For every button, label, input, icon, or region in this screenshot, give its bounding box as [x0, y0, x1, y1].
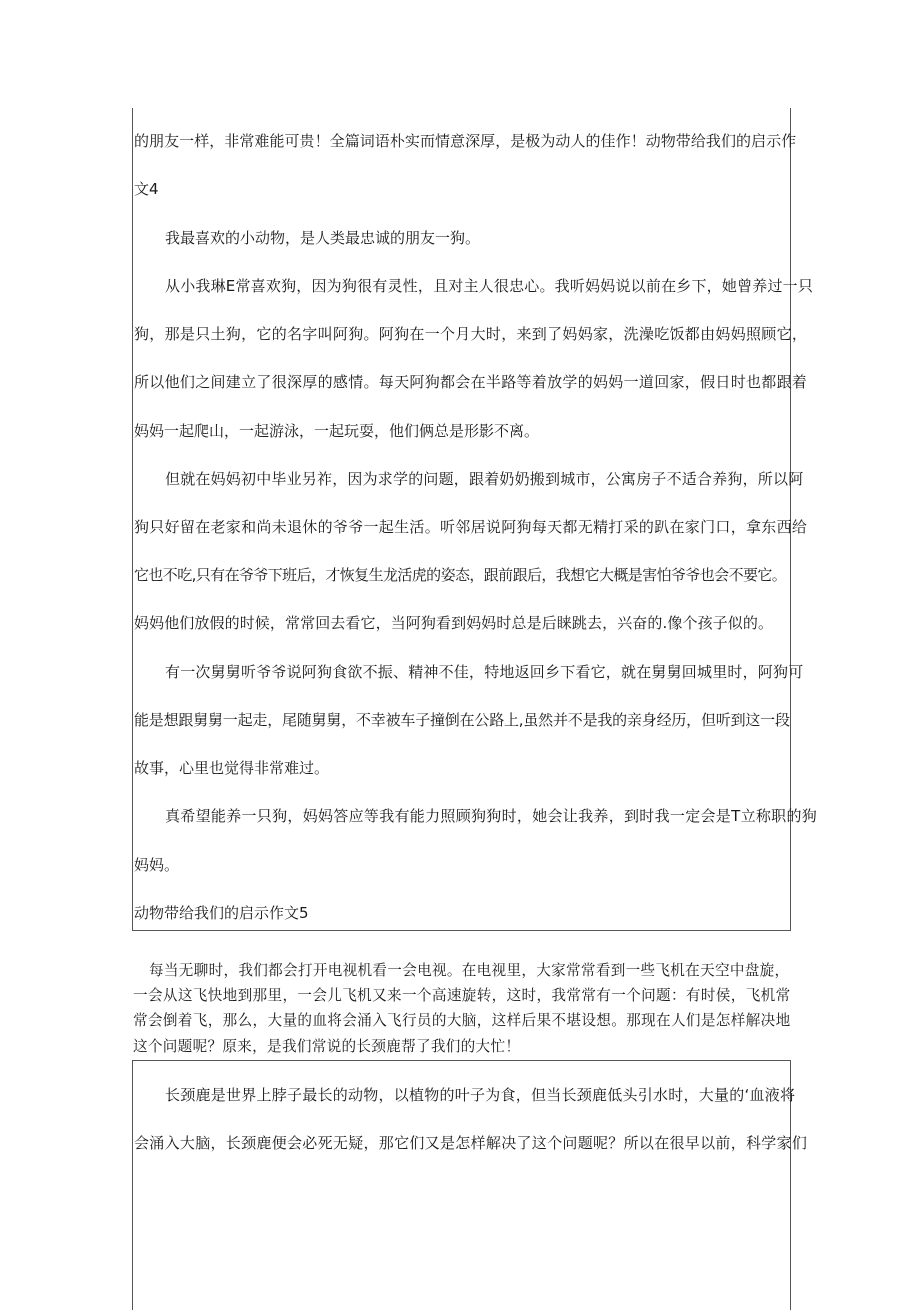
- text-line: 这个问题呢？原来，是我们常说的长颈鹿帮了我们的大忙！: [133, 1038, 521, 1055]
- text-line: 会涌入大脑，长颈鹿便会必死无疑，那它们又是怎样解决了这个问题呢？所以在很早以前，科学家们: [134, 1134, 808, 1152]
- text-line: 长颈鹿是世界上脖子最长的动物，以植物的叶子为食，但当长颈鹿低头引水时，大量的‘血液将: [165, 1086, 796, 1104]
- text-line: 妈妈。: [134, 856, 180, 874]
- text-line: 每当无聊时，我们都会打开电视机看一会电视。在电视里，大家常常看到一些飞机在天空中盘旋，: [149, 962, 790, 979]
- text-line: 妈妈他们放假的时候，常常回去看它，当阿狗看到妈妈时总是后睐跳去，兴奋的.像个孩子似的。: [134, 614, 774, 632]
- text-line: 的朋友一样，非常难能可贵！全篇词语朴实而情意深厚，是极为动人的佳作！动物带给我们的启示作: [134, 132, 797, 150]
- text-line: 能是想跟舅舅一起走，尾随舅舅，不幸被车子撞倒在公路上,虽然并不是我的亲身经历，但听到这一段: [134, 711, 790, 729]
- text-line: 狗只好留在老家和尚未退休的爷爷一起生活。听邻居说阿狗每天都无精打采的趴在家门口，拿东西给: [134, 518, 808, 536]
- text-line: 所以他们之间建立了很深厚的感情。每天阿狗都会在半路等着放学的妈妈一道回家，假日时也都跟着: [134, 373, 808, 391]
- text-line: 但就在妈妈初中毕业另祚，因为求学的问题，跟着奶奶搬到城市，公寓房子不适合养狗，所以阿: [165, 470, 804, 488]
- text-line: 故事，心里也觉得非常难过。: [134, 759, 330, 777]
- section-heading: 动物带给我们的启示作文5: [134, 904, 309, 922]
- text-line: 它也不吃,只有在爷爷下班后，才恢复生龙活虎的姿态，跟前跟后，我想它大概是害怕爷爷也会不要它。: [134, 566, 787, 584]
- text-line: 真希望能养一只狗，妈妈答应等我有能力照顾狗狗时，她会让我养，到时我一定会是T立称职的狗: [165, 807, 818, 825]
- text-line: 常会倒着飞，那么，大量的血将会涌入飞行员的大脑，这样后果不堪设想。那现在人们是怎样解决地: [133, 1012, 791, 1029]
- text-line: 文4: [134, 180, 159, 198]
- text-line: 有一次舅舅听爷爷说阿狗食欲不振、精神不佳，特地返回乡下看它，就在舅舅回城里时，阿狗可: [165, 663, 804, 681]
- text-line: 我最喜欢的小动物，是人类最忠诚的朋友一狗。: [165, 229, 481, 247]
- text-line: 一会从这飞快地到那里，一会儿飞机又来一个高速旋转，这时，我常常有一个问题：有时侯，飞机常: [133, 987, 791, 1004]
- text-line: 狗，那是只土狗，它的名字叫阿狗。阿狗在一个月大时，来到了妈妈家，洗澡吃饭都由妈妈照顾它，: [134, 325, 808, 343]
- text-line: 从小我琳E常喜欢狗，因为狗很有灵性，且对主人很忠心。我听妈妈说以前在乡下，她曾养过一只: [165, 277, 814, 295]
- text-line: 妈妈一起爬山，一起游泳，一起玩耍，他们俩总是形影不离。: [134, 422, 540, 440]
